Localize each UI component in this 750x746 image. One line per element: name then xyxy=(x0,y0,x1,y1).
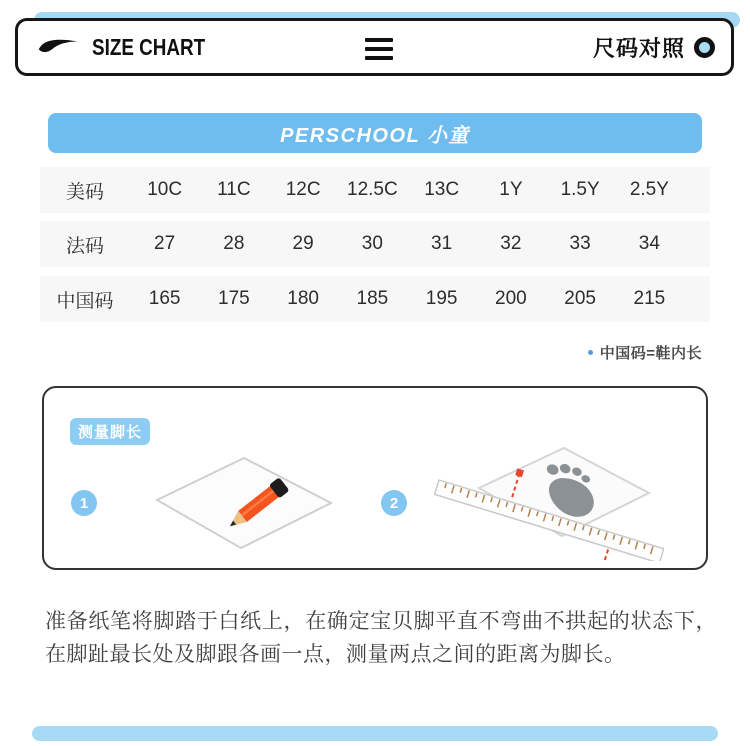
row-label: 法码 xyxy=(65,235,104,257)
size-cell: 27 xyxy=(154,233,176,254)
size-cell: 13C xyxy=(424,179,460,200)
measure-instructions-card xyxy=(42,386,708,570)
step-2-badge: 2 xyxy=(381,490,407,516)
table-section-header xyxy=(48,113,702,153)
size-cell: 205 xyxy=(564,288,596,309)
size-cell: 1Y xyxy=(499,179,523,200)
size-cell: 180 xyxy=(287,288,319,309)
size-cell: 175 xyxy=(218,288,250,309)
hamburger-icon[interactable] xyxy=(365,38,393,60)
step-1-badge: 1 xyxy=(71,490,97,516)
size-cell: 195 xyxy=(425,288,458,309)
size-cell: 185 xyxy=(356,288,389,309)
foot-ruler-illustration xyxy=(434,436,664,561)
size-cell: 2.5Y xyxy=(629,179,669,200)
size-cell: 215 xyxy=(633,288,666,309)
circle-icon[interactable] xyxy=(694,37,715,58)
size-cell: 33 xyxy=(569,233,591,254)
bottom-blue-strip xyxy=(32,726,718,741)
size-cell: 165 xyxy=(148,288,181,309)
measure-description: 准备纸笔将脚踏于白纸上，在确定宝贝脚平直不弯曲不拱起的状态下，在脚趾最长处及脚跟各画一点，测量两点之间的距离为脚长。 xyxy=(45,610,717,666)
size-cell: 12C xyxy=(285,179,321,200)
header-bar xyxy=(15,18,734,76)
size-cell: 34 xyxy=(638,233,660,254)
size-compare-label: 尺码对照 xyxy=(592,35,685,61)
size-cell: 32 xyxy=(500,233,522,254)
note-text: 中国码=鞋内长 xyxy=(599,345,702,362)
paper-pencil-illustration xyxy=(139,448,349,558)
header-right-group xyxy=(593,21,715,73)
size-cell: 31 xyxy=(431,233,453,254)
table-note xyxy=(588,342,702,363)
size-cell: 30 xyxy=(361,233,383,254)
size-cell: 11C xyxy=(217,179,251,200)
measure-badge xyxy=(70,418,150,445)
size-cell: 200 xyxy=(495,288,527,309)
table-row-cn-size xyxy=(40,276,710,322)
size-cell: 28 xyxy=(223,233,245,254)
row-label: 美码 xyxy=(65,181,104,203)
measure-badge-label: 测量脚长 xyxy=(77,424,142,441)
page-title: SIZE CHART xyxy=(92,33,206,60)
anta-logo-icon xyxy=(36,34,80,60)
row-label: 中国码 xyxy=(56,290,114,312)
size-cell: 29 xyxy=(292,233,314,254)
note-bullet-icon xyxy=(588,350,593,355)
size-cell: 1.5Y xyxy=(560,179,600,200)
table-row-fr-size xyxy=(40,221,710,267)
table-title: PERSCHOOL 小童 xyxy=(280,124,470,147)
table-row-us-size xyxy=(40,167,710,213)
size-cell: 12.5C xyxy=(347,179,398,200)
size-cell: 10C xyxy=(147,179,183,200)
